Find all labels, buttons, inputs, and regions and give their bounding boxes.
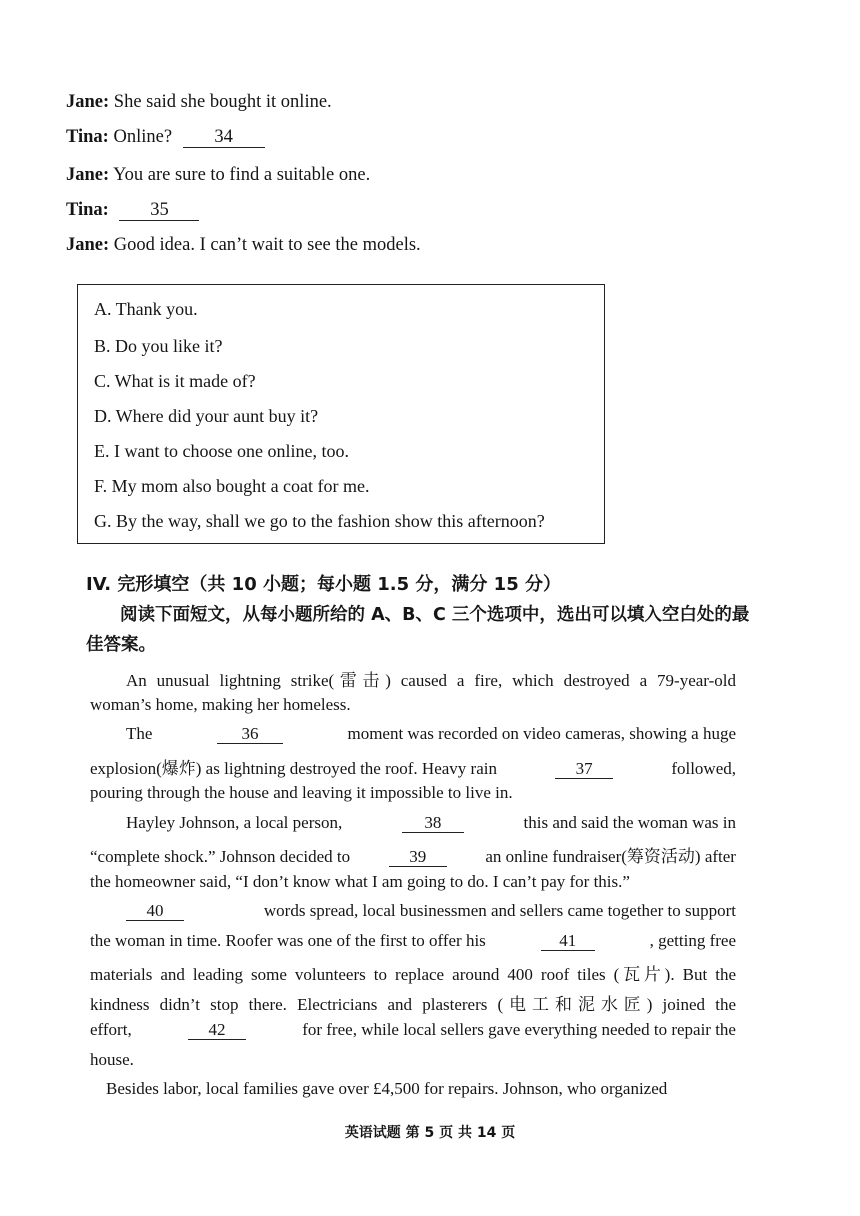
speaker: Tina: xyxy=(66,200,109,220)
passage-line xyxy=(126,901,736,921)
dialogue-text: Good idea. I can’t wait to see the models. xyxy=(113,235,421,255)
passage-line: pouring through the house and leaving it impossible to live in. xyxy=(90,783,513,802)
passage-text: “complete shock.” Johnson decided to xyxy=(90,847,351,866)
dialogue-line xyxy=(66,235,421,256)
passage-line: materials and leading some volunteers to replace around 400 roof tiles (瓦片). But the xyxy=(90,965,736,984)
dialogue-text: Online? xyxy=(113,127,173,147)
passage-text: words spread, local businessmen and sellers came together to support xyxy=(263,901,736,920)
answer-blank-42[interactable]: 42 xyxy=(188,1021,246,1040)
dialogue-text: She said she bought it online. xyxy=(113,92,332,112)
passage-text: for free, while local sellers gave everything needed to repair the xyxy=(302,1020,736,1039)
option-d: D. Where did your aunt buy it? xyxy=(94,406,319,426)
speaker: Tina: xyxy=(66,127,109,147)
section-title: IV. 完形填空（共 10 小题；每小题 1.5 分，满分 15 分） xyxy=(86,574,561,595)
passage-text: this and said the woman was in xyxy=(523,813,736,832)
passage-line: kindness didn’t stop there. Electricians and plasterers (电工和泥水匠) joined the xyxy=(90,995,736,1014)
passage-text: Hayley Johnson, a local person, xyxy=(126,813,343,832)
dialogue-line xyxy=(66,165,370,186)
answer-blank-38[interactable]: 38 xyxy=(402,814,464,833)
options-box xyxy=(77,284,605,544)
answer-blank-37[interactable]: 37 xyxy=(555,760,613,779)
section-instruction: 阅读下面短文，从每小题所给的 A、B、C 三个选项中，选出可以填入空白处的最佳答案。 xyxy=(86,605,750,655)
passage-text: followed, xyxy=(671,759,736,778)
answer-blank-34[interactable]: 34 xyxy=(183,128,265,148)
answer-blank-35[interactable]: 35 xyxy=(119,201,199,221)
answer-blank-40[interactable]: 40 xyxy=(126,902,184,921)
passage-text: the woman in time. Roofer was one of the first to offer his xyxy=(90,931,486,950)
option-b: B. Do you like it? xyxy=(94,336,223,356)
answer-blank-41[interactable]: 41 xyxy=(541,932,595,951)
speaker: Jane: xyxy=(66,92,110,112)
passage-line: house. xyxy=(90,1050,134,1069)
option-c: C. What is it made of? xyxy=(94,371,256,391)
passage-text: The xyxy=(126,724,153,743)
passage-line xyxy=(90,754,736,779)
passage-text: , getting free xyxy=(649,931,736,950)
passage-text: an online fundraiser(筹资活动) after xyxy=(485,847,736,866)
passage-text: effort, xyxy=(90,1020,132,1039)
passage-line: woman’s home, making her homeless. xyxy=(90,695,351,714)
passage-line: An unusual lightning strike(雷击) caused a fire, which destroyed a 79-year-old xyxy=(126,671,736,690)
passage-line: Besides labor, local families gave over £4,500 for repairs. Johnson, who organized xyxy=(106,1079,668,1098)
page-footer: 英语试题 第 5 页 共 14 页 xyxy=(344,1125,516,1141)
dialogue-line xyxy=(66,200,199,221)
passage-text: moment was recorded on video cameras, showing a huge xyxy=(347,724,736,743)
passage-line xyxy=(90,1020,736,1040)
answer-blank-39[interactable]: 39 xyxy=(389,848,447,867)
dialogue-text: You are sure to find a suitable one. xyxy=(113,165,371,185)
speaker: Jane: xyxy=(66,165,110,185)
speaker: Jane: xyxy=(66,235,110,255)
passage-text: explosion(爆炸) as lightning destroyed the roof. Heavy rain xyxy=(90,759,497,778)
option-f: F. My mom also bought a coat for me. xyxy=(94,476,370,496)
dialogue-line xyxy=(66,127,265,148)
passage-line xyxy=(126,724,736,744)
answer-blank-36[interactable]: 36 xyxy=(217,725,283,744)
passage-line: the homeowner said, “I don’t know what I am going to do. I can’t pay for this.” xyxy=(90,872,630,891)
passage-line xyxy=(126,813,736,833)
option-e: E. I want to choose one online, too. xyxy=(94,441,349,461)
passage-line xyxy=(90,842,736,867)
dialogue-line xyxy=(66,92,332,113)
option-a: A. Thank you. xyxy=(94,299,198,319)
passage-line xyxy=(90,931,736,951)
option-g: G. By the way, shall we go to the fashion show this afternoon? xyxy=(94,511,545,531)
